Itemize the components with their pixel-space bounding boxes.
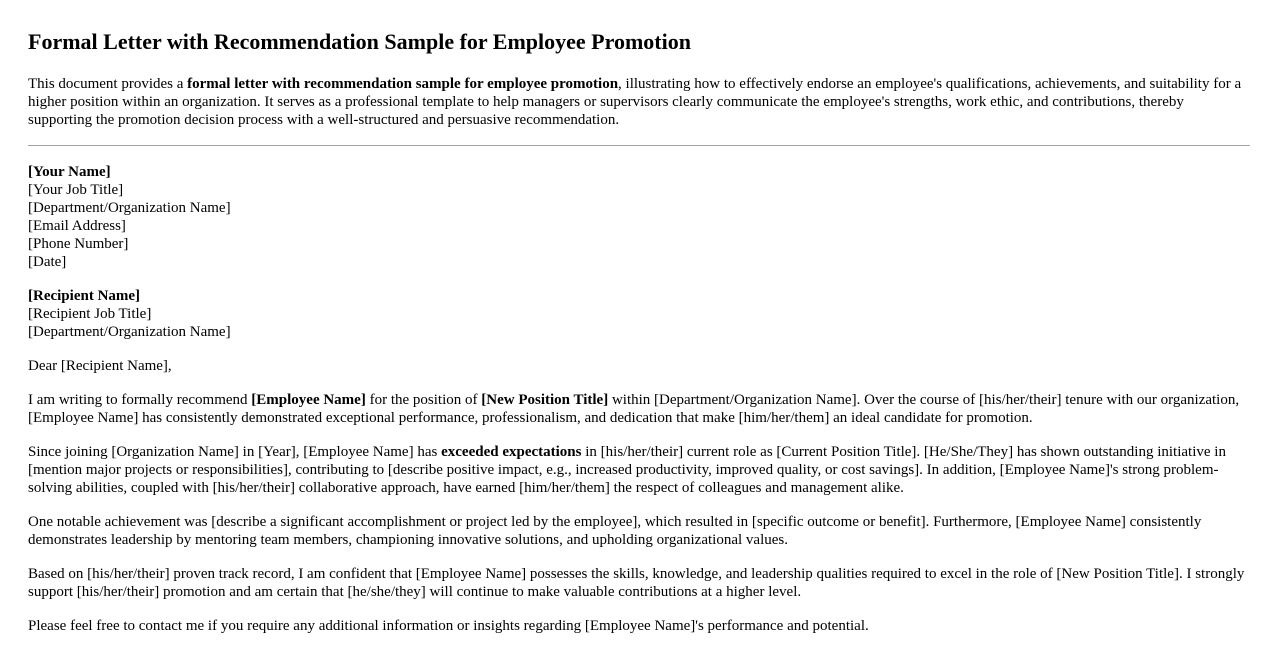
para1-employee-name: [Employee Name] <box>251 392 366 408</box>
intro-text-end: , illustrating how to effectively endorse an employee's qualifications, achievements, and suitability for a higher position within an organization. It serves as a professional template to help managers or supervisors clearly communicate the employee's strengths, work ethic, and contributions, thereby supporting the promotion decision process with a well-structured and persuasive recommendation. <box>28 76 1242 128</box>
recipient-block <box>28 287 1250 341</box>
body-paragraph-1 <box>28 391 1250 427</box>
para2-text-2: in [his/her/their] current role as [Current Position Title]. [He/She/They] has shown outstanding initiative in [mention major projects or responsibilities], contributing to [describe positive impact, e.g., increased productivity, improved quality, or cost savings]. In addition, [Employee Name]'s strong problem-solving abilities, coupled with [his/her/their] collaborative approach, have earned [him/her/them] the respect of colleagues and management alike. <box>28 444 1226 496</box>
salutation: Dear [Recipient Name], <box>28 358 172 374</box>
body-paragraph-5: Please feel free to contact me if you require any additional information or insights regarding [Employee Name]'s performance and potential. <box>28 618 869 634</box>
intro-bold-phrase: formal letter with recommendation sample for employee promotion <box>187 76 619 92</box>
intro-paragraph <box>28 75 1250 129</box>
sender-department: [Department/Organization Name] <box>28 200 231 216</box>
para1-text-1: I am writing to formally recommend <box>28 392 252 408</box>
intro-text-start: This document provides a <box>28 76 188 92</box>
page-title: Formal Letter with Recommendation Sample for Employee Promotion <box>28 29 691 54</box>
sender-name: [Your Name] <box>28 164 111 180</box>
recipient-job-title: [Recipient Job Title] <box>28 306 152 322</box>
para1-text-3: within [Department/Organization Name]. Over the course of [his/her/their] tenure with our organization, [Employee Name] has consistently demonstrated exceptional performance, professionalism, and dedication that make [him/her/them] an ideal candidate for promotion. <box>28 392 1240 426</box>
divider <box>28 145 1250 146</box>
sender-phone: [Phone Number] <box>28 236 129 252</box>
body-paragraph-3: One notable achievement was [describe a significant accomplishment or project led by the employee], which resulted in [specific outcome or benefit]. Furthermore, [Employee Name] consistently demonstrates leadership by mentoring team members, championing innovative solutions, and upholding organizational values. <box>28 514 1202 548</box>
recipient-name: [Recipient Name] <box>28 288 141 304</box>
para1-position-title: [New Position Title] <box>481 392 609 408</box>
sender-email: [Email Address] <box>28 218 126 234</box>
para1-text-2: for the position of <box>365 392 482 408</box>
sender-date: [Date] <box>28 254 67 270</box>
sender-block <box>28 163 1250 271</box>
body-paragraph-2 <box>28 443 1250 497</box>
sender-job-title: [Your Job Title] <box>28 182 124 198</box>
para2-bold-phrase: exceeded expectations <box>441 444 582 460</box>
para2-text-1: Since joining [Organization Name] in [Year], [Employee Name] has <box>28 444 442 460</box>
body-paragraph-4: Based on [his/her/their] proven track record, I am confident that [Employee Name] possesses the skills, knowledge, and leadership qualities required to excel in the role of [New Position Title]. I strongly support [his/her/their] promotion and am certain that [he/she/they] will continue to make valuable contributions at a higher level. <box>28 566 1245 600</box>
recipient-department: [Department/Organization Name] <box>28 324 231 340</box>
